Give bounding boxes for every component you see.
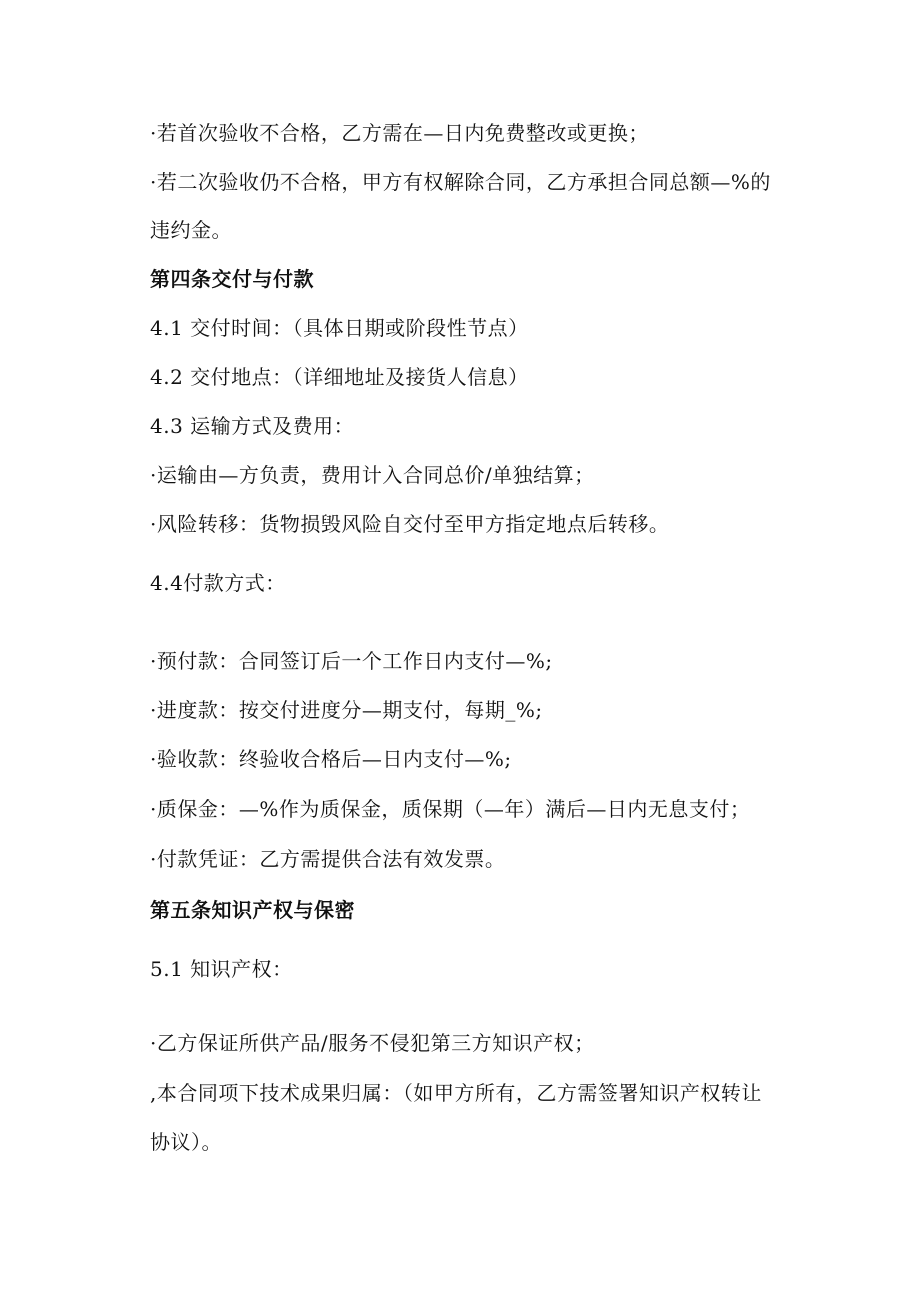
- section-5-heading: 第五条知识产权与保密: [150, 898, 355, 922]
- clause-5-1: 5.1 知识产权：: [150, 957, 293, 981]
- transport-cost-item: ·运输由—方负责，费用计入合同总价/单独结算；: [150, 463, 595, 487]
- ip-guarantee-item: ·乙方保证所供产品/服务不侵犯第三方知识产权；: [150, 1031, 595, 1055]
- risk-transfer-item: ·风险转移：货物损毁风险自交付至甲方指定地点后转移。: [150, 512, 670, 536]
- clause-4-4: 4.4付款方式：: [150, 571, 286, 595]
- acceptance-second-fail-item: ·若二次验收仍不合格，甲方有权解除合同，乙方承担合同总额—%的: [150, 170, 771, 194]
- payment-voucher-item: ·付款凭证：乙方需提供合法有效发票。: [150, 847, 506, 871]
- clause-4-1: 4.1 交付时间：（具体日期或阶段性节点）: [150, 316, 529, 340]
- ip-ownership-item: ,本合同项下技术成果归属：（如甲方所有，乙方需签署知识产权转让: [150, 1081, 762, 1105]
- acceptance-first-fail-item: ·若首次验收不合格，乙方需在—日内免费整改或更换；: [150, 121, 649, 145]
- clause-4-3: 4.3 运输方式及费用：: [150, 414, 355, 438]
- clause-4-2: 4.2 交付地点：（详细地址及接货人信息）: [150, 365, 529, 389]
- acceptance-second-fail-item-continued: 违约金。: [150, 218, 232, 242]
- warranty-deposit-item: ·质保金：—%作为质保金，质保期（—年）满后—日内无息支付；: [150, 797, 751, 821]
- section-4-heading: 第四条交付与付款: [150, 267, 314, 291]
- advance-payment-item: ·预付款：合同签订后一个工作日内支付—%;: [150, 649, 553, 673]
- acceptance-payment-item: ·验收款：终验收合格后—日内支付—%;: [150, 747, 512, 771]
- ip-ownership-item-continued: 协议）。: [150, 1130, 222, 1154]
- progress-payment-item: ·进度款：按交付进度分—期支付，每期_%;: [150, 698, 543, 722]
